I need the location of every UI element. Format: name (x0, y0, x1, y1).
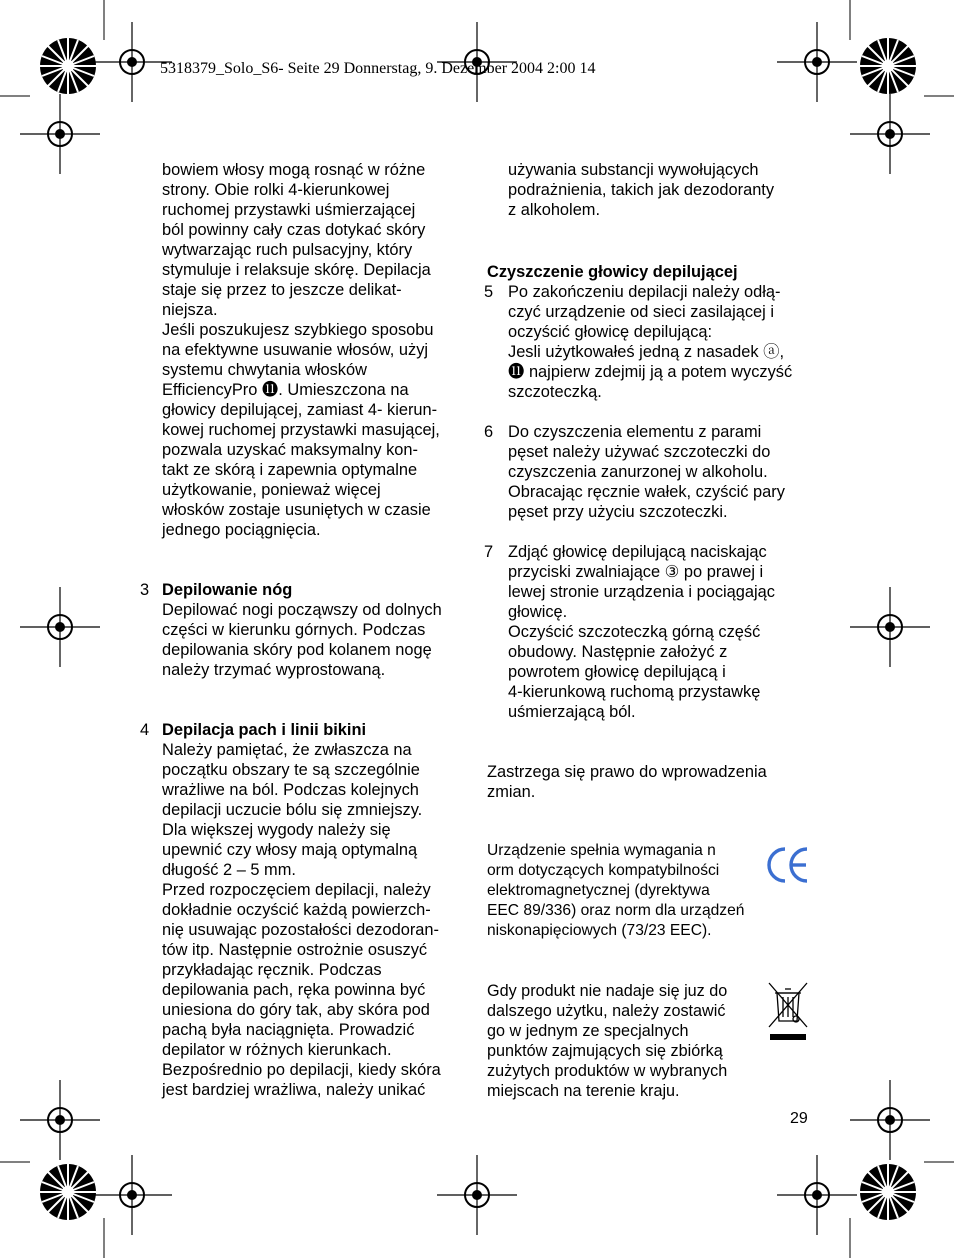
text-line: Gdy produkt nie nadaje się juz do (487, 982, 728, 1000)
text-line: 4-kierunkową ruchomą przystawkę (508, 683, 761, 701)
text-line: systemu chwytania włosków (162, 361, 367, 379)
registration-mark-middle-right (850, 587, 930, 667)
page-number: 29 (790, 1110, 808, 1127)
text-line: części w kierunku górnych. Podczas (162, 621, 426, 639)
text-line: dokładnie oczyścić każdą powierzch- (162, 901, 431, 919)
text-line: tów itp. Następnie ostrożnie osuszyć (162, 941, 428, 959)
step-3-legs (140, 580, 467, 680)
text-line: takt ze skórą i zapewnia optymalne (162, 461, 418, 479)
text-line: uniesiona do góry tak, aby skóra pod (162, 1001, 430, 1019)
text-line: przyciski zwalniające ③ po prawej i (508, 563, 764, 581)
text-line: powrotem głowicę depilującą i (508, 663, 726, 681)
text-line: obudowy. Następnie założyć z (508, 643, 728, 661)
text-line: elektromagnetycznej (dyrektywa (487, 882, 710, 899)
text-line: z alkoholem. (508, 201, 601, 219)
text-line: ból powinny cały czas dotykać skóry (162, 221, 426, 239)
text-line: Bezpośrednio po depilacji, kiedy skóra (162, 1061, 441, 1079)
text-line: wytwarzając ruch pulsacyjny, który (162, 241, 413, 259)
text-line: Zastrzega się prawo do wprowadzenia (487, 763, 767, 781)
text-line: stymuluje i relaksuje skórę. Depilacja (162, 261, 431, 279)
text-line: depilowania pach, ręka powinna być (162, 981, 426, 999)
text-line: oczyścić głowicę depilującą: (508, 323, 713, 341)
text-line: depilacji uczucie bólu się zmniejszy. (162, 801, 423, 819)
text-line: czyć urządzenie od sieci zasilającej i (508, 303, 775, 321)
text-line: staje się przez to jeszcze delikat- (162, 281, 402, 299)
text-line: ruchomej przystawki uśmierzającej (162, 201, 416, 219)
text-line: głowicy depilującej, zamiast 4- kierun- (162, 401, 438, 419)
text-line: używania substancji wywołujących (508, 161, 759, 179)
text-line: miejscach na terenie kraju. (487, 1082, 680, 1100)
step-5 (484, 282, 812, 402)
step-6 (484, 422, 812, 522)
print-header: 5318379_Solo_S6- Seite 29 Donnerstag, 9. Dezember 2004 2:00 14 (160, 60, 596, 77)
text-line: na efektywne usuwanie włosów, użyj (162, 341, 429, 359)
ce-mark-icon (765, 845, 811, 885)
cleaning-heading: Czyszczenie głowicy depilującej (487, 263, 738, 281)
step-4-underarm-bikini (140, 720, 467, 1100)
text-line: EfficiencyPro ⓫. Umieszczona na (162, 381, 409, 399)
text-line: długość 2 – 5 mm. (162, 861, 296, 879)
registration-mark-bottom-center (437, 1155, 517, 1235)
text-line: orm dotyczących kompatybilności (487, 862, 720, 879)
text-line: Po zakończeniu depilacji należy odłą- (508, 283, 781, 301)
step-number: 4 (140, 721, 150, 739)
text-line: jednego pociągnięcia. (162, 521, 321, 539)
text-line: wrażliwe na ból. Podczas kolejnych (162, 781, 419, 799)
text-line: Do czyszczenia elementu z parami (508, 423, 762, 441)
text-line: niejsza. (162, 301, 218, 319)
step-number: 6 (484, 423, 494, 441)
text-line: zmian. (487, 783, 536, 801)
text-line: Obracając ręcznie wałek, czyścić pary (508, 483, 785, 501)
text-line: Przed rozpoczęciem depilacji, należy (162, 881, 431, 899)
text-line: jest bardziej wrażliwa, należy unikać (162, 1081, 426, 1099)
step-number: 5 (484, 283, 494, 301)
registration-mark-middle-left (20, 587, 100, 667)
registration-mark-lower-right (850, 1080, 930, 1160)
registration-mark-bottom-right (777, 1155, 857, 1235)
text-line: pęset należy używać szczoteczki do (508, 443, 771, 461)
step-7 (484, 542, 812, 722)
text-line: bowiem włosy mogą rosnąć w różne (162, 161, 426, 179)
text-line: lewej stronie urządzenia i pociągając (508, 583, 775, 601)
text-line: pozwala uzyskać maksymalny kon- (162, 441, 418, 459)
text-line: zużytych produktów w wybranych (487, 1062, 728, 1080)
text-line: przykładając ręcznik. Podczas (162, 961, 382, 979)
left-column (140, 160, 467, 1100)
text-line: głowicę. (508, 603, 568, 621)
text-line: nię usuwając pozostałości dezodoran- (162, 921, 439, 939)
text-line: czyszczenia zanurzonej w alkoholu. (508, 463, 768, 481)
text-line: należy trzymać wyprostowaną. (162, 661, 386, 679)
text-line: dalszego użytku, należy zostawić (487, 1002, 726, 1020)
text-line: punktów zajmujących się zbiórką (487, 1042, 723, 1060)
text-line: EEC 89/336) oraz norm dla urządzeń (487, 902, 745, 919)
ce-compliance-notice (487, 841, 812, 941)
text-line: kowej ruchomej przystawki masującej, (162, 421, 440, 439)
crossed-out-bin-icon (767, 979, 811, 1045)
text-line: Oczyścić szczoteczką górną część (508, 623, 761, 641)
text-line: Urządzenie spełnia wymagania n (487, 842, 716, 859)
text-line: depilowania skóry pod kolanem nogę (162, 641, 432, 659)
step-number: 3 (140, 581, 150, 599)
step-heading: Depilacja pach i linii bikini (162, 721, 367, 739)
registration-mark-top-right (777, 22, 857, 102)
text-line: początku obszary te są szczególnie (162, 761, 420, 779)
right-column (484, 160, 812, 1101)
registration-mark-upper-right (850, 94, 930, 174)
registration-mark-lower-left (20, 1080, 100, 1160)
step-heading: Depilowanie nóg (162, 581, 293, 599)
text-line: pęset przy użyciu szczoteczki. (508, 503, 728, 521)
text-line: go w jednym ze specjalnych (487, 1022, 689, 1040)
text-line: Jeśli poszukujesz szybkiego sposobu (162, 321, 434, 339)
disposal-notice (487, 981, 812, 1101)
text-line: pachą była naciągnięta. Prowadzić (162, 1021, 415, 1039)
text-line: ⓫ najpierw zdejmij ją a potem wyczyść (508, 363, 793, 381)
continuation-paragraph (487, 160, 812, 220)
text-line: szczoteczką. (508, 383, 602, 401)
text-line: depilator w różnych kierunkach. (162, 1041, 392, 1059)
text-line: niskonapięciowych (73/23 EEC). (487, 922, 712, 939)
text-line: Dla większej wygody należy się (162, 821, 391, 839)
text-line: podrażnienia, takich jak dezodoranty (508, 181, 775, 199)
text-line: użytkowanie, ponieważ więcej (162, 481, 381, 499)
text-line: uśmierzającą ból. (508, 703, 636, 721)
intro-paragraph (162, 160, 467, 540)
rights-reserved-note (487, 762, 812, 802)
text-line: włosków zostaje usuniętych w czasie (162, 501, 431, 519)
text-line: upewnić czy włosy mają optymalną (162, 841, 418, 859)
registration-mark-upper-left (20, 94, 100, 174)
text-line: Zdjąć głowicę depilującą naciskając (508, 543, 767, 561)
step-number: 7 (484, 543, 494, 561)
text-line: Jesli użytkowałeś jedną z nasadek ⓐ, (508, 343, 785, 361)
text-line: Należy pamiętać, że zwłaszcza na (162, 741, 412, 759)
text-line: strony. Obie rolki 4-kierunkowej (162, 181, 390, 199)
text-line: Depilować nogi począwszy od dolnych (162, 601, 442, 619)
